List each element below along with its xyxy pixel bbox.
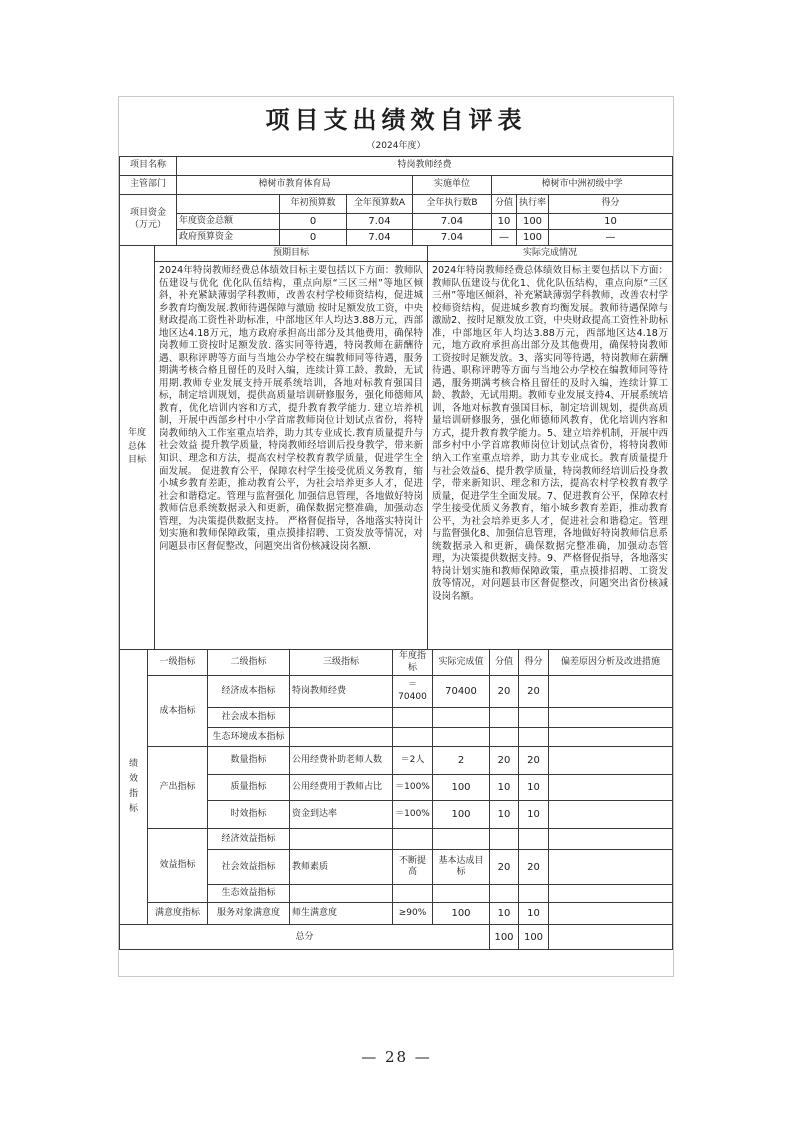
level3-cell [290,829,393,850]
level3-cell: 公用经费用于教师占比 [290,775,393,801]
score-cell: 20 [519,850,549,885]
actual-cell: 2 [433,747,490,775]
score-value-cell [490,708,519,728]
implementing-unit-value: 樟树市中洲初级中学 [492,176,673,195]
actual-cell [433,829,490,850]
deviation-cell [549,747,673,775]
score-value-cell: 10 [490,801,519,829]
self-evaluation-form [118,96,674,977]
level1-benefit: 效益指标 [148,829,208,903]
level2-cell: 经济成本指标 [208,676,290,708]
indicator-row [120,676,673,708]
score-cell [519,728,549,747]
header-level2: 二级指标 [208,650,290,676]
project-info-table [119,156,673,195]
target-cell: ≥90% [393,903,433,925]
deviation-cell [549,829,673,850]
level1-satisfaction: 满意度指标 [148,903,208,925]
actual-cell [433,708,490,728]
header-score-value: 分值 [490,650,519,676]
target-cell: ＝100% [393,801,433,829]
target-cell: 不断提高 [393,850,433,885]
level2-cell: 时效指标 [208,801,290,829]
deviation-cell [549,728,673,747]
actual-completion-text: 2024年特岗教师经费总体绩效目标主要包括以下方面：教师队伍建设与优化1、优化队伍结构，重点向原“三区三州”等地区倾斜，补充紧缺薄弱学科教师，改善农村学校师资结构，促进城乡教育均衡发展。教师待遇保障与激励2、按时足额发放工资，中央财政提高工资性补助标准，中部地区年人均达3.88万元，西部地区达4.18万元，地方政府承担高出部分及其他费用，确保特岗教师工资按时足额发放。3、落实同等待遇，特岗教师在薪酬待遇、职称评聘等方面与当地公办学校在编教师同等待遇，服务期满考核合格且留任的及时入编，连续计算工龄、教龄，无试用期。教师专业发展支持4、开展系统培训，各地对标教育强国目标，制定培训规划，提供高质量培训研修服务，强化师德师风教育，优化培训内容和方式，提升教育教学能力。5、建立培养机制，开展中西部乡村中小学首席教师岗位计划试点省份，将特岗教师纳入工作室重点培养，助力其专业成长。教育质量提升与社会效益6、提升教学质量，特岗教师经培训后投身教学，带来新知识、理念和方法，提高农村学校教育教学质量，促进学生全面发展。7、促进教育公平，保障农村学生接受优质义务教育，缩小城乡教育差距，推动教育公平，为社会培养更多人才，促进社会和谐稳定。管理与监督强化8、加强信息管理，各地做好特岗教师信息系统数据录入和更新，确保数据完整准确，加强动态管理，为决策提供数据支持。9、严格督促指导，各地落实特岗计划实施和教师保障政策，重点摸排招聘、工资发放等情况，对问题县市区督促整改，问题突出省份核减设岗名额。 [428,262,673,650]
indicator-row [120,829,673,850]
funding-header-initial: 年初预算数 [280,195,347,214]
actual-cell: 70400 [433,676,490,708]
goal-content-row [120,262,673,650]
annual-goal-table [119,245,673,650]
header-target: 年度指标 [393,650,433,676]
funding-value: 7.04 [347,230,413,246]
funding-value: 100 [517,230,549,246]
level3-cell: 特岗教师经费 [290,676,393,708]
level2-cell: 质量指标 [208,775,290,801]
header-level3: 三级指标 [290,650,393,676]
title-block [119,97,673,156]
implementing-unit-label: 实施单位 [413,176,492,195]
department-label: 主管部门 [120,176,177,195]
total-score-label: 总分 [120,925,490,950]
target-cell [393,829,433,850]
level2-cell: 服务对象满意度 [208,903,290,925]
score-value-cell [490,829,519,850]
actual-cell [433,885,490,903]
score-cell: 20 [519,676,549,708]
target-cell: ＝2人 [393,747,433,775]
table-row [120,176,673,195]
target-cell: ＝100% [393,775,433,801]
indicators-section-label: 绩效指标 [120,650,148,925]
funding-header-score: 得分 [549,195,673,214]
actual-completion-header: 实际完成情况 [428,246,673,262]
funding-value: 0 [280,214,347,230]
level2-cell: 生态效益指标 [208,885,290,903]
expected-goal-text: 2024年特岗教师经费总体绩效目标主要包括以下方面：教师队伍建设与优化 优化队伍结构，重点向原“三区三州”等地区倾斜，补充紧缺薄弱学科教师，改善农村学校师资结构，促进城乡教育均衡发展.教师待遇保障与激励 按时足额发放工资，中央财政提高工资性补助标准，中部地区年人均达3.88万元，西部地区达4.18万元，地方政府承担高出部分及其他费用，确保特岗教师工资按时足额发放. 落实同等待遇，特岗教师在薪酬待遇、职称评聘等方面与当地公办学校在编教师同等待遇，服务期满考核合格且留任的及时入编，连续计算工龄、教龄，无试用期.教师专业发展支持开展系统培训，各地对标教育强国目标，制定培训规划，提供高质量培训研修服务，强化师德师风教育，优化培训内容和方式，提升教育教学能力. 建立培养机制，开展中西部乡村中小学首席教师岗位计划试点省份，将特岗教师纳入工作室重点培养，助力其专业成长.教育质量提升与社会效益 提升教学质量，特岗教师经培训后投身教学，带来新知识、理念和方法，提高农村学校教育教学质量，促进学生全面发展。 促进教育公平，保障农村学生接受优质义务教育，缩小城乡教育差距，推动教育公平，为社会培养更多人才，促进社会和谐稳定。管理与监督强化 加强信息管理，各地做好特岗教师信息系统数据录入和更新，确保数据完整准确，加强动态管理，为决策提供数据支持。 严格督促指导，各地落实特岗计划实施和教师保障政策，重点摸排招聘、工资发放等情况，对问题县市区督促整改，问题突出省份核减设岗名额. [155,262,428,650]
funding-value: 7.04 [413,230,492,246]
indicator-row [120,903,673,925]
level2-cell: 数量指标 [208,747,290,775]
score-cell: 20 [519,747,549,775]
target-cell [393,708,433,728]
funding-header-row [120,195,673,214]
score-cell: 10 [519,801,549,829]
funding-header-annual-execution: 全年执行数B [413,195,492,214]
funding-row-label-cell: 年度资金总额 [177,214,280,230]
total-score-row [120,925,673,950]
deviation-cell [549,885,673,903]
score-cell [519,829,549,850]
actual-cell: 100 [433,903,490,925]
department-value: 樟树市教育体育局 [177,176,413,195]
indicator-row [120,747,673,775]
level3-cell [290,728,393,747]
actual-cell: 100 [433,775,490,801]
funding-row-gov [120,230,673,246]
score-value-cell: 10 [490,903,519,925]
funding-value: 7.04 [347,214,413,230]
score-value-cell: 20 [490,676,519,708]
funding-row-label: 项目资金（万元） [120,195,177,246]
table-row [120,157,673,176]
level3-cell: 资金到达率 [290,801,393,829]
deviation-cell [549,903,673,925]
page-subtitle: （2024年度） [366,141,426,151]
level1-output: 产出指标 [148,747,208,829]
score-value-cell [490,728,519,747]
deviation-cell [549,801,673,829]
level3-cell: 教师素质 [290,850,393,885]
page-number: — 28 — [361,1048,432,1066]
target-cell: ＝70400 [393,676,433,708]
funding-blank-cell [177,195,280,214]
funding-value: 10 [549,214,673,230]
score-cell [519,708,549,728]
deviation-cell [549,676,673,708]
funding-value: — [549,230,673,246]
level3-cell [290,708,393,728]
level2-cell: 经济效益指标 [208,829,290,850]
header-level1: 一级指标 [148,650,208,676]
expected-goal-header: 预期目标 [155,246,428,262]
funding-header-score-value: 分值 [492,195,517,214]
deviation-cell [549,708,673,728]
funding-header-execution-rate: 执行率 [517,195,549,214]
score-value-cell: 20 [490,850,519,885]
funding-value: — [492,230,517,246]
funding-row-label-cell: 政府预算资金 [177,230,280,246]
deviation-cell [549,850,673,885]
funding-value: 0 [280,230,347,246]
level1-cost: 成本指标 [148,676,208,747]
level2-cell: 社会效益指标 [208,850,290,885]
header-score: 得分 [519,650,549,676]
total-score-value: 100 [490,925,519,950]
indicators-header-row [120,650,673,676]
indicators-table [119,649,673,950]
funding-header-annual-budget: 全年预算数A [347,195,413,214]
deviation-cell [549,775,673,801]
target-cell [393,728,433,747]
header-deviation: 偏差原因分析及改进措施 [549,650,673,676]
project-name-value: 特岗教师经费 [177,157,673,176]
score-cell: 10 [519,775,549,801]
actual-cell: 基本达成目标 [433,850,490,885]
annual-goal-label: 年度总体目标 [120,246,155,650]
funding-value: 7.04 [413,214,492,230]
actual-cell: 100 [433,801,490,829]
goal-header-row [120,246,673,262]
funding-value: 100 [517,214,549,230]
score-value-cell [490,885,519,903]
project-name-label: 项目名称 [120,157,177,176]
target-cell [393,885,433,903]
level3-cell: 师生满意度 [290,903,393,925]
score-cell: 10 [519,903,549,925]
total-score: 100 [519,925,549,950]
score-cell [519,885,549,903]
funding-table [119,194,673,246]
score-value-cell: 10 [490,775,519,801]
page-title: 项目支出绩效自评表 [265,106,527,134]
total-deviation-cell [549,925,673,950]
actual-cell [433,728,490,747]
level2-cell: 生态环境成本指标 [208,728,290,747]
header-actual: 实际完成值 [433,650,490,676]
level2-cell: 社会成本指标 [208,708,290,728]
level3-cell: 公用经费补助老师人数 [290,747,393,775]
level3-cell [290,885,393,903]
funding-row-total [120,214,673,230]
score-value-cell: 20 [490,747,519,775]
funding-value: 10 [492,214,517,230]
